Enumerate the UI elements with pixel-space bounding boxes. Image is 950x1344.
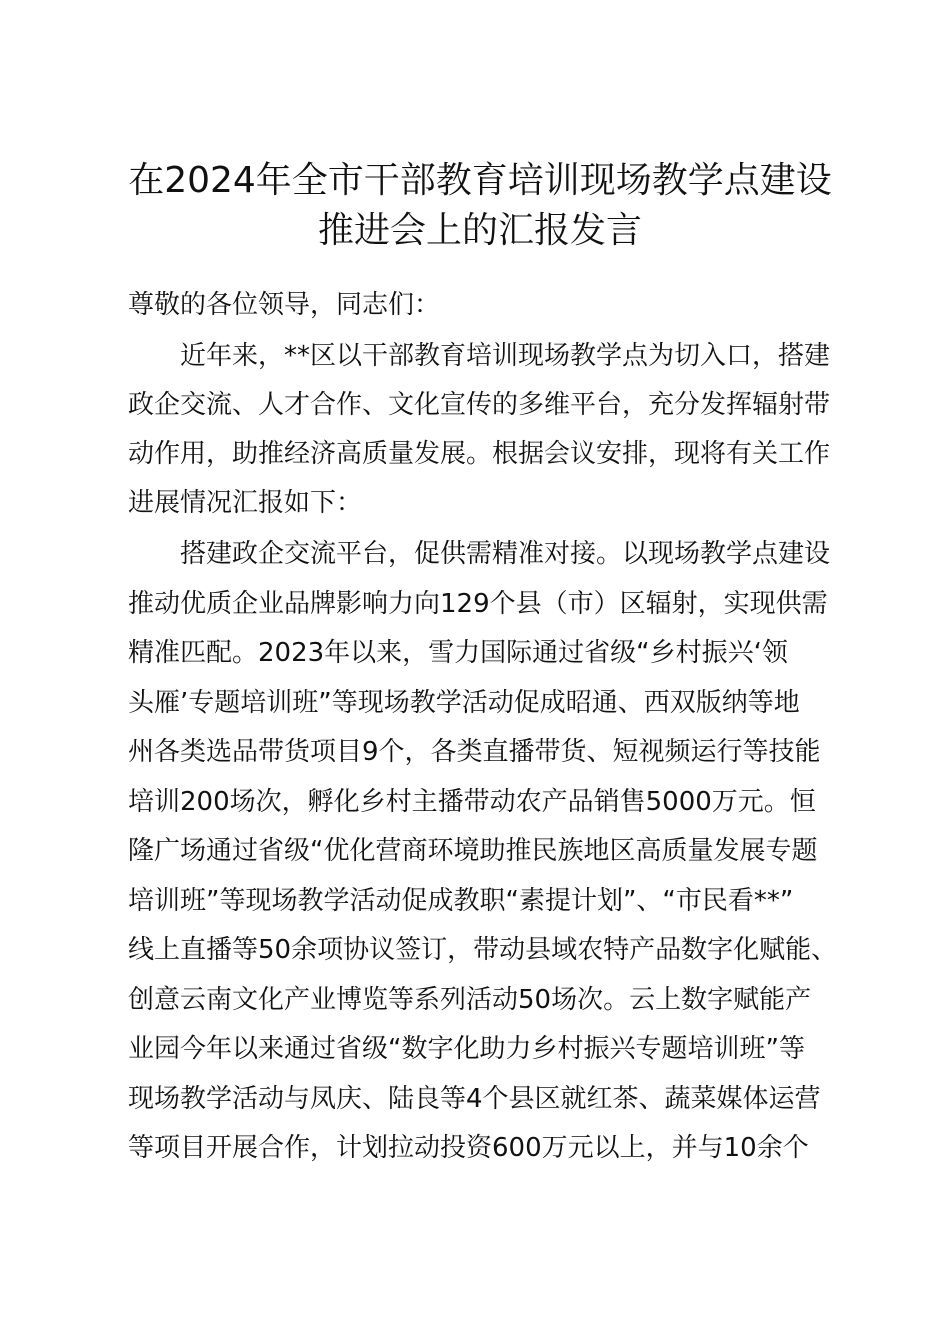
paragraph-2-line-11: 业园今年以来通过省级“数字化助力乡村振兴专题培训班”等 <box>128 1034 805 1064</box>
salutation: 尊敬的各位领导，同志们： <box>128 290 441 320</box>
paragraph-2-line-9: 线上直播等50余项协议签订，带动县域农特产品数字化赋能、 <box>128 935 838 965</box>
paragraph-2-line-5: 州各类选品带货项目9个，各类直播带货、短视频运行等技能 <box>128 737 821 767</box>
paragraph-2-line-1: 搭建政企交流平台，促供需精准对接。以现场教学点建设 <box>180 539 831 569</box>
paragraph-1-line-2: 政企交流、人才合作、文化宣传的多维平台，充分发挥辐射带 <box>128 390 831 420</box>
paragraph-2-line-10: 创意云南文化产业博览等系列活动50场次。云上数字赋能产 <box>128 985 812 1015</box>
paragraph-2-line-3: 精准匹配。2023年以来，雪力国际通过省级“乡村振兴‘领 <box>128 638 788 668</box>
paragraph-2-line-7: 隆广场通过省级“优化营商环境助推民族地区高质量发展专题 <box>128 836 818 866</box>
paragraph-2-line-12: 现场教学活动与凤庆、陆良等4个县区就红茶、蔬菜媒体运营 <box>128 1084 821 1114</box>
paragraph-2-line-8: 培训班”等现场教学活动促成教职“素提计划”、“市民看**” <box>128 886 794 916</box>
paragraph-1-line-1: 近年来，**区以干部教育培训现场教学点为切入口，搭建 <box>180 341 831 371</box>
paragraph-2-line-2: 推动优质企业品牌影响力向129个县（市）区辐射，实现供需 <box>128 589 828 619</box>
document-title-line-1: 在2024年全市干部教育培训现场教学点建设 <box>128 160 832 201</box>
paragraph-2-line-4: 头雁’专题培训班”等现场教学活动促成昭通、西双版纳等地 <box>128 688 800 718</box>
document-title-line-2: 推进会上的汇报发言 <box>317 210 642 251</box>
paragraph-1-line-3: 动作用，助推经济高质量发展。根据会议安排，现将有关工作 <box>128 439 831 469</box>
paragraph-2-line-6: 培训200场次，孵化乡村主播带动农产品销售5000万元。恒 <box>128 787 816 817</box>
paragraph-1-line-4: 进展情况汇报如下： <box>128 488 363 518</box>
paragraph-2-line-13: 等项目开展合作，计划拉动投资600万元以上，并与10余个 <box>128 1133 809 1163</box>
